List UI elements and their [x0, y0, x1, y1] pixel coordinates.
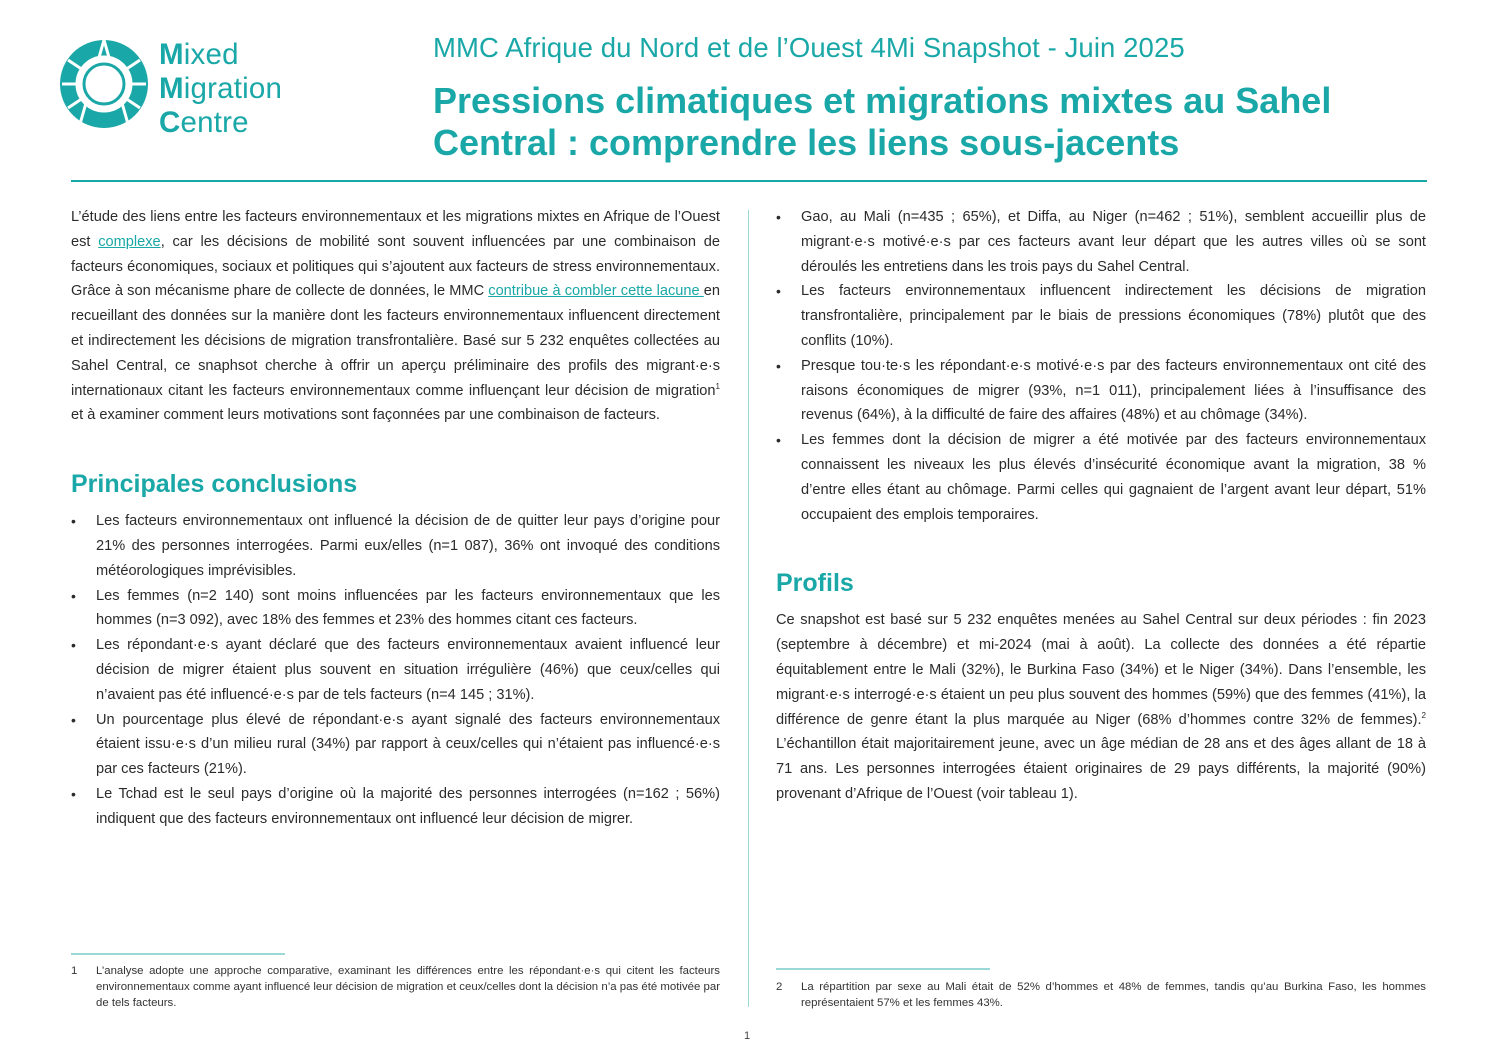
footnote-2: [776, 979, 1426, 1011]
footnote-number: 2: [776, 981, 783, 993]
list-item: • Les femmes (n=2 140) sont moins influencées par les facteurs environnementaux que les hommes (n=3 092), avec 18% des femmes et 23% des hommes citant ces facteurs.: [71, 584, 720, 634]
footnote-ref-1[interactable]: 1: [715, 381, 720, 391]
column-divider: [748, 210, 749, 1007]
list-item: • Les facteurs environnementaux influencent indirectement les décisions de migration transfrontalière, principalement par le biais de pressions économiques (78%) plutôt que des conflits (10%).: [776, 279, 1426, 353]
list-item: • Presque tou·te·s les répondant·e·s motivé·e·s par des facteurs environnementaux ont cité des raisons économiques de migrer (93%, n=1 011), principalement liées à l’insuffisance des revenus (64%), à la difficulté de faire des affaires (48%) et au chômage (34%).: [776, 354, 1426, 428]
footnote-text: L’analyse adopte une approche comparative, examinant les différences entre les répondant·e·s qui citent les facteurs environnementaux comme ayant influencé leur décision de migration et ceux/celles dont la décision n’a pas été motivée par de tels facteurs.: [96, 965, 720, 1009]
list-item: • Un pourcentage plus élevé de répondant·e·s ayant signalé des facteurs environnementaux étaient issu·e·s d’un milieu rural (34%) par rapport à ceux/celles qui n’étaient pas influencé·e·s par ces facteurs (21%).: [71, 708, 720, 782]
page-title: Pressions climatiques et migrations mixtes au Sahel Central : comprendre les liens sous-jacents: [433, 80, 1332, 163]
logo-wordmark: [159, 38, 282, 140]
footnote-text: La répartition par sexe au Mali était de 52% d’hommes et 48% de femmes, tandis qu’au Burkina Faso, les hommes représentaient 57% et les femmes 43%.: [801, 981, 1426, 1009]
mmc-logo-icon: [58, 38, 150, 130]
conclusions-list: [71, 509, 720, 831]
complexe-link[interactable]: complexe: [98, 233, 161, 250]
logo-line-1: Mixed: [159, 38, 239, 71]
list-item: • Le Tchad est le seul pays d’origine où la majorité des personnes interrogées (n=162 ; 56%) indiquent que des facteurs environnementaux ont influencé leur décision de migrer.: [71, 782, 720, 832]
mmc-logo: [58, 38, 308, 138]
left-column: [71, 205, 720, 832]
header-divider: [71, 180, 1427, 182]
list-item: • Les facteurs environnementaux ont influencé la décision de de quitter leur pays d’origine pour 21% des personnes interrogées. Parmi eux/elles (n=1 087), 36% ont invoqué des conditions météorologiques imprévisibles.: [71, 509, 720, 583]
footnote-1: [71, 963, 720, 1011]
profils-paragraph: Ce snapshot est basé sur 5 232 enquêtes menées au Sahel Central sur deux périodes : fin 2023 (septembre à décembre) et mi-2024 (mai à août). La collecte des données a été répartie équitablement entre le Mali (32%), le Burkina Faso (34%) et le Niger (34%). Dans l’ensemble, les migrant·e·s interrogé·e·s étaient un peu plus souvent des hommes (59%) que des femmes (41%), la différence de genre étant la plus marquée au Niger (68% d’hommes contre 32% de femmes).$^2$ L’échantillon était majoritairement jeune, avec un âge médian de 28 ans et des âges allant de 18 à 71 ans. Les personnes interrogées étaient originaires de 29 pays différents, la majorité (90%) provenant d’Afrique de l’Ouest (voir tableau 1).: [776, 612, 1426, 802]
logo-line-3: Centre: [159, 106, 249, 139]
right-column: [776, 205, 1426, 807]
conclusions-heading: Principales conclusions: [71, 470, 358, 499]
footnote-divider-right: [776, 968, 990, 970]
logo-line-2: Migration: [159, 72, 283, 105]
intro-paragraph: L’étude des liens entre les facteurs environnementaux et les migrations mixtes en Afrique de l’Ouest est complexe, car les décisions de mobilité sont souvent influencées par une combinaison de facteurs économiques, sociaux et politiques qui s’ajoutent aux facteurs de stress environnementaux. Grâce à son mécanisme phare de collecte de données, le MMC contribue à combler cette lacune en recueillant des données sur la manière dont les facteurs environnementaux influencent directement et indirectement les décisions de migration transfrontalière. Basé sur 5 232 enquêtes collectées au Sahel Central, ce snaphsot cherche à offrir un aperçu préliminaire des profils des migrant·e·s internationaux citant les facteurs environnementaux comme influençant leur décision de migration$^1$ et à examiner comment leurs motivations sont façonnées par une combinaison de facteurs.: [71, 209, 721, 424]
list-item: • Les répondant·e·s ayant déclaré que des facteurs environnementaux avaient influencé leur décision de migrer étaient plus souvent en situation irrégulière (46%) que ceux/celles qui n’avaient pas été influencé·e·s par de tels facteurs (n=4 145 ; 31%).: [71, 633, 720, 707]
footnote-divider-left: [71, 953, 285, 955]
conclusions-list-continued: [776, 205, 1426, 527]
list-item: • Les femmes dont la décision de migrer a été motivée par des facteurs environnementaux connaissent les niveaux les plus élevés d’insécurité économique avant la migration, 38 % d’entre elles étant au chômage. Parmi celles qui gagnaient de l’argent avant leur départ, 51% occupaient des emplois temporaires.: [776, 428, 1426, 527]
lacune-link[interactable]: contribue à combler cette lacune: [488, 283, 704, 300]
page-number: 1: [744, 1030, 751, 1042]
footnote-number: 1: [71, 965, 78, 977]
profils-heading: Profils: [776, 569, 854, 598]
snapshot-title: MMC Afrique du Nord et de l’Ouest 4Mi Snapshot - Juin 2025: [433, 32, 1185, 63]
list-item: • Gao, au Mali (n=435 ; 65%), et Diffa, au Niger (n=462 ; 51%), semblent accueillir plus de migrant·e·s motivé·e·s par ces facteurs avant leur départ que les autres villes où se sont déroulés les entretiens dans les trois pays du Sahel Central.: [776, 205, 1426, 279]
footnote-ref-2[interactable]: 2: [1421, 710, 1426, 720]
